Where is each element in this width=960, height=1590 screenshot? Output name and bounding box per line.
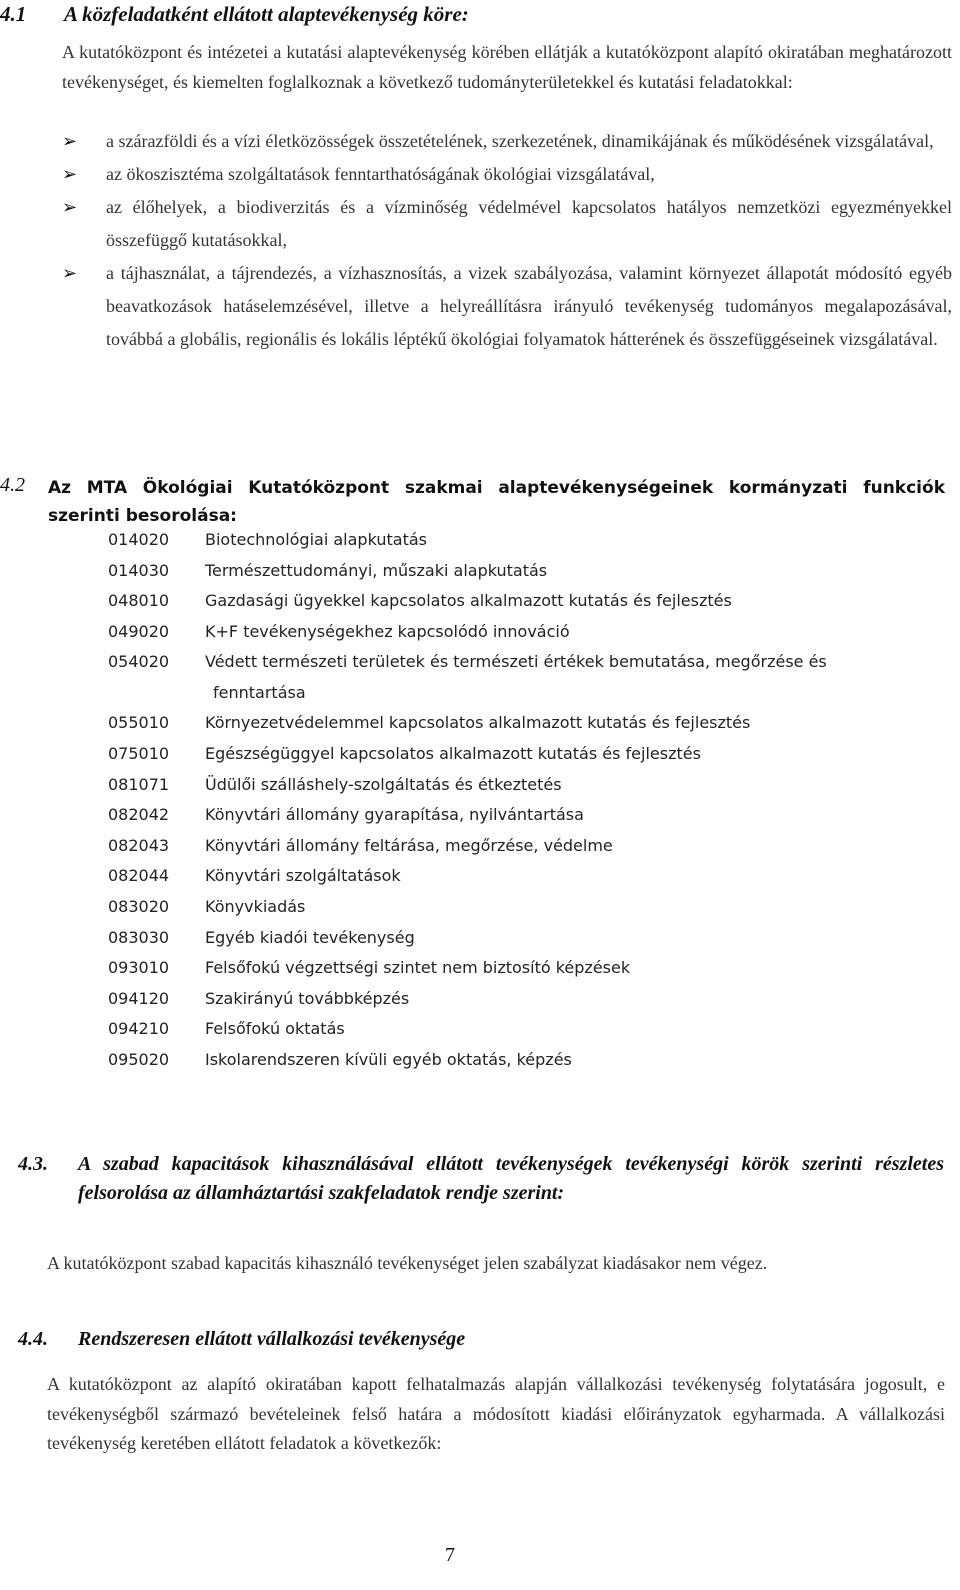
function-code: 082043 — [108, 835, 170, 855]
table-row — [108, 525, 948, 556]
table-row — [108, 739, 948, 770]
table-row — [108, 861, 948, 892]
section-title: A közfeladatként ellátott alaptevékenység köre: — [64, 2, 469, 26]
section-4-1-bullet-list — [62, 125, 952, 356]
section-title: A szabad kapacitások kihasználásával ellátott tevékenységek tevékenységi körök szerinti részletes felsorolása az államháztartási szakfeladatok rendje szerint: — [78, 1153, 944, 1204]
function-description: Üdülői szálláshely-szolgáltatás és étkeztetés — [205, 774, 562, 794]
list-item — [62, 158, 952, 191]
list-item — [62, 257, 952, 356]
function-description: Egyéb kiadói tevékenység — [205, 927, 415, 947]
table-row — [108, 1014, 948, 1045]
function-code: 014030 — [108, 560, 170, 580]
function-description: Természettudományi, műszaki alapkutatás — [205, 560, 548, 580]
function-code: 075010 — [108, 743, 170, 763]
function-description: Környezetvédelemmel kapcsolatos alkalmazott kutatás és fejlesztés — [205, 713, 751, 733]
function-description: Iskolarendszeren kívüli egyéb oktatás, képzés — [205, 1049, 572, 1069]
function-description: Könyvkiadás — [205, 896, 306, 916]
function-code: 014020 — [108, 530, 170, 549]
function-code: 054020 — [108, 652, 170, 672]
section-number: 4.1 — [0, 2, 27, 26]
table-row — [108, 923, 948, 954]
list-item-text: a tájhasználat, a tájrendezés, a vízhasznosítás, a vizek szabályozása, valamint környezet állapotát módosító egyéb beavatkozások hatáselemzésével, illetve a helyreállításra irányuló tevékenység tudományos megalapozásával, továbbá a globális, regionális és lokális léptékű ökológiai folyamatok hátterének és összefüggéseinek vizsgálatával. — [106, 263, 952, 349]
function-code: 048010 — [108, 591, 170, 611]
function-description: Könyvtári állomány gyarapítása, nyilvántartása — [205, 805, 584, 825]
table-row — [108, 1045, 948, 1076]
section-title-line-1: Az MTA Ökológiai Kutatóközpont szakmai alaptevékenységeinek kormányzati funkciók — [48, 478, 945, 498]
function-code: 095020 — [108, 1049, 170, 1069]
table-row — [108, 617, 948, 648]
function-code: 094120 — [108, 988, 170, 1008]
function-code: 093010 — [108, 958, 170, 978]
function-description: Könyvtári szolgáltatások — [205, 866, 401, 886]
function-description — [205, 647, 947, 708]
list-item-text: az élőhelyek, a biodiverzitás és a vízminőség védelmével kapcsolatos hatályos nemzetközi egyezményekkel összefüggő kutatásokkal, — [106, 197, 952, 250]
section-title-line-2: szerinti besorolása: — [48, 506, 237, 526]
function-description: K+F tevékenységekhez kapcsolódó innováció — [205, 621, 570, 641]
function-description-line-1: Védett természeti területek és természeti értékek bemutatása, megőrzése és — [205, 652, 827, 672]
function-description: Felsőfokú végzettségi szintet nem biztosító képzések — [205, 958, 631, 978]
section-4-1-intro: A kutatóközpont és intézetei a kutatási alaptevékenység körében ellátják a kutatóközpont alapító okiratában meghatározott tevékenységet, és kiemelten foglalkoznak a következő tudományterületekkel és kutatási feladatokkal: — [62, 42, 952, 92]
function-description: Felsőfokú oktatás — [205, 1019, 345, 1039]
table-row — [108, 953, 948, 984]
arrowhead-bullet-icon: ➢ — [62, 131, 78, 152]
function-code: 083030 — [108, 927, 170, 947]
function-description: Könyvtári állomány feltárása, megőrzése, védelme — [205, 835, 613, 855]
section-title: Rendszeresen ellátott vállalkozási tevékenysége — [78, 1328, 466, 1350]
function-description: Szakirányú továbbképzés — [205, 988, 410, 1008]
section-number: 4.2 — [0, 474, 25, 496]
section-4-3-paragraph: A kutatóközpont szabad kapacitás kihasználó tevékenységet jelen szabályzat kiadásakor nem végez. — [47, 1253, 768, 1273]
arrowhead-bullet-icon: ➢ — [62, 263, 78, 284]
function-code: 094210 — [108, 1019, 170, 1039]
list-item — [62, 125, 952, 158]
function-code: 081071 — [108, 774, 170, 794]
page-number — [0, 1544, 900, 1567]
function-code: 055010 — [108, 713, 170, 733]
section-4-4-paragraph: A kutatóközpont az alapító okiratában kapott felhatalmazás alapján vállalkozási tevékenység folytatására jogosult, e tevékenységből származó bevételeinek felső határa a módosított kiadási előirányzatok egyharmada. A vállalkozási tevékenység keretében ellátott feladatok a következők: — [47, 1374, 945, 1453]
function-code-list — [108, 525, 948, 1076]
table-row — [108, 770, 948, 801]
list-item — [62, 191, 952, 257]
function-description: Gazdasági ügyekkel kapcsolatos alkalmazott kutatás és fejlesztés — [205, 591, 732, 611]
arrowhead-bullet-icon: ➢ — [62, 197, 78, 218]
page-number-text: 7 — [445, 1544, 455, 1566]
function-code: 082044 — [108, 866, 170, 886]
function-code: 082042 — [108, 805, 170, 825]
table-row — [108, 800, 948, 831]
section-number: 4.4. — [18, 1328, 48, 1350]
table-row — [108, 647, 948, 708]
list-item-text: a szárazföldi és a vízi életközösségek összetételének, szerkezetének, dinamikájának és működésének vizsgálatával, — [106, 131, 934, 151]
table-row — [108, 892, 948, 923]
function-description-line-2: fenntartása — [213, 682, 306, 702]
function-description: Biotechnológiai alapkutatás — [205, 530, 427, 549]
function-description: Egészségüggyel kapcsolatos alkalmazott kutatás és fejlesztés — [205, 743, 701, 763]
function-code: 083020 — [108, 896, 170, 916]
section-number: 4.3. — [18, 1153, 48, 1175]
list-item-text: az ökoszisztéma szolgáltatások fenntarthatóságának ökológiai vizsgálatával, — [106, 164, 655, 184]
table-row — [108, 708, 948, 739]
arrowhead-bullet-icon: ➢ — [62, 164, 78, 185]
table-row — [108, 831, 948, 862]
function-code: 049020 — [108, 621, 170, 641]
table-row — [108, 556, 948, 587]
table-row — [108, 586, 948, 617]
table-row — [108, 984, 948, 1015]
